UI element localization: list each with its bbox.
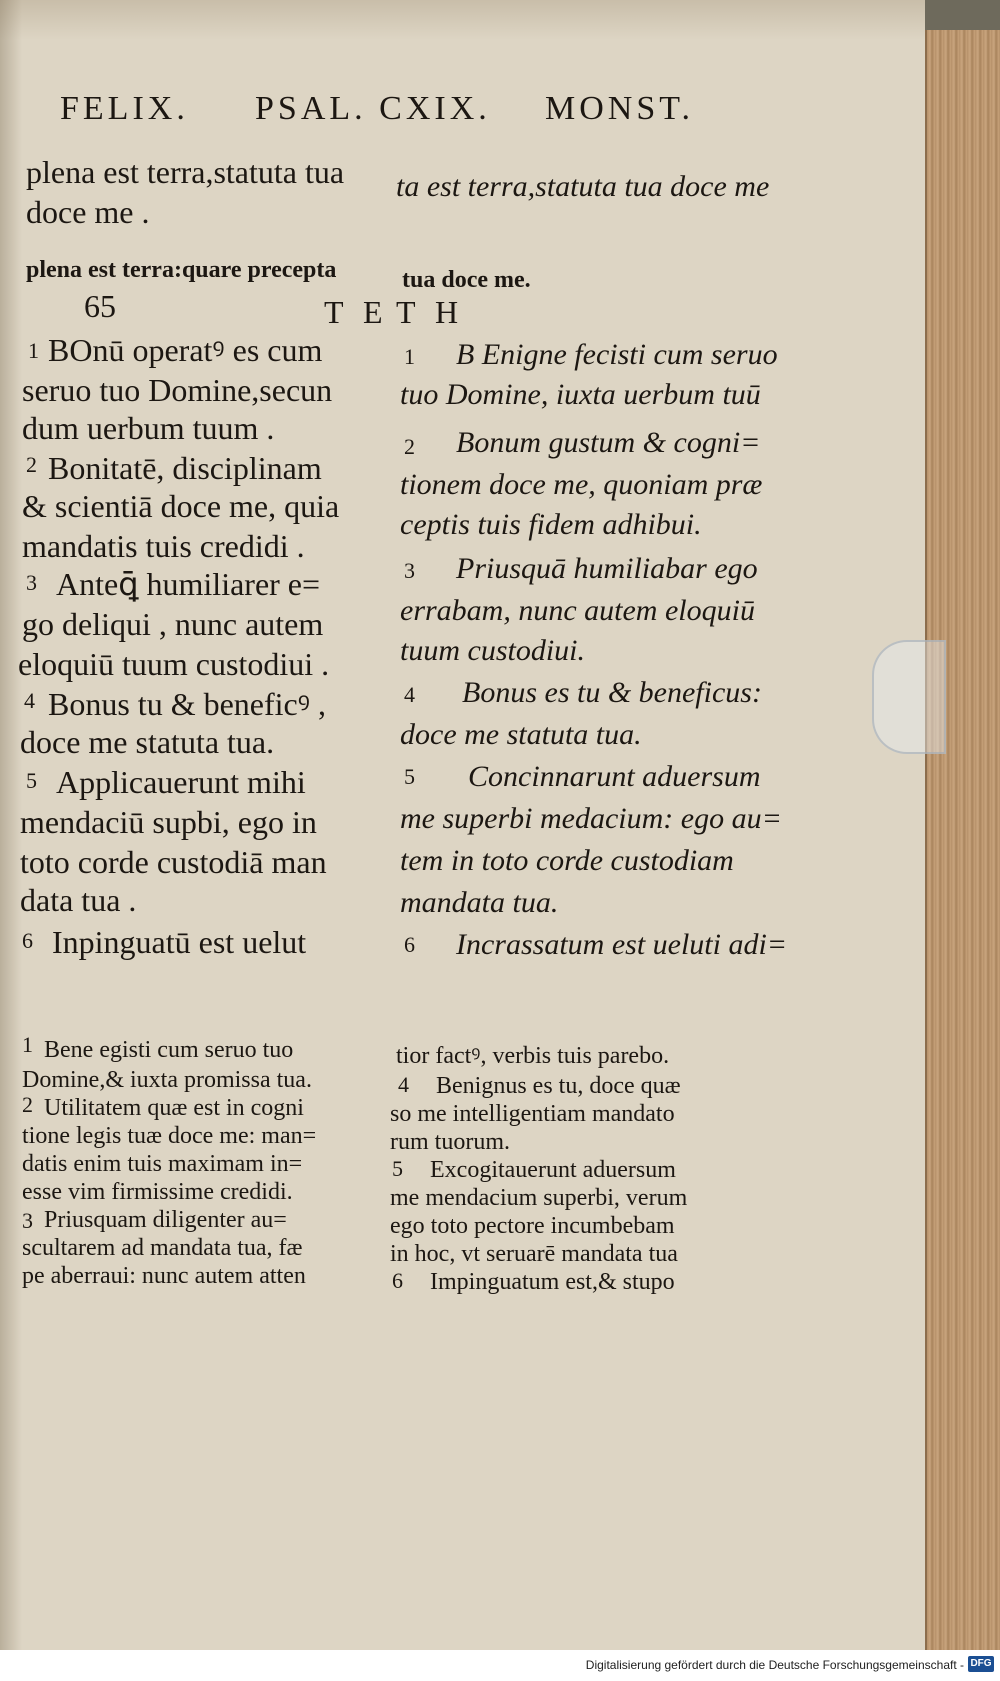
footnote-left-line: esse vim firmissime credidi.	[22, 1179, 293, 1205]
left-top-line: plena est terra,statuta tua	[26, 154, 345, 190]
right-text-line: ceptis tuis fidem adhibui.	[400, 508, 702, 541]
right-verse-number: 6	[404, 932, 415, 957]
right-text-line: tuum custodiui.	[400, 634, 585, 667]
book-fore-edge	[925, 30, 1000, 1650]
footnote-right-line: in hoc, vt seruarē mandata tua	[390, 1241, 678, 1267]
footnote-right-line: Impinguatum est,& stupo	[430, 1269, 675, 1295]
right-text-line: tuo Domine, iuxta uerbum tuū	[400, 378, 761, 411]
footnote-left-line: Domine,& iuxta promissa tua.	[22, 1067, 312, 1093]
footnote-number: 4	[398, 1072, 409, 1097]
right-gloss: tua doce me.	[402, 267, 531, 293]
header-right: MONST.	[545, 90, 694, 127]
footnote-left-line: tione legis tuæ doce me: man=	[22, 1123, 317, 1149]
footnote-number: 2	[22, 1092, 33, 1117]
left-text-line: toto corde custodiā man	[20, 844, 327, 880]
right-verse-number: 1	[404, 344, 415, 369]
footnote-left-line: pe aberraui: nunc autem atten	[22, 1263, 306, 1289]
right-text-line: Incrassatum est ueluti adi=	[456, 928, 788, 961]
footnote-left-line: Priusquam diligenter au=	[44, 1207, 287, 1233]
left-text-line: mendaciū supbi, ego in	[20, 804, 317, 840]
left-text-line: Applicauerunt mihi	[56, 764, 306, 800]
left-verse-number: 5	[26, 768, 37, 793]
footnote-left-line: datis enim tuis maximam in=	[22, 1151, 303, 1177]
left-verse-number: 3	[26, 570, 37, 595]
left-text-line: & scientiā doce me, quia	[22, 488, 340, 524]
right-text-line: mandata tua.	[400, 886, 559, 919]
footnote-number: 6	[392, 1268, 403, 1293]
section-name-left: T E	[324, 294, 389, 330]
right-text-line: Bonus es tu & beneficus:	[462, 676, 762, 709]
left-text-line: Bonitatē, disciplinam	[48, 450, 322, 486]
right-text-line: tionem doce me, quoniam præ	[400, 468, 763, 501]
footnote-number: 3	[22, 1208, 33, 1233]
left-text-line: seruo tuo Domine,secun	[22, 372, 333, 408]
footnote-right-line: ego toto pectore incumbebam	[390, 1213, 675, 1239]
footnote-right-line: Excogitauerunt aduersum	[430, 1157, 676, 1183]
right-verse-number: 5	[404, 764, 415, 789]
left-verse-number: 4	[24, 688, 35, 713]
left-gloss: plena est terra:quare precepta	[26, 257, 337, 283]
header-left: FELIX.	[60, 90, 189, 127]
section-number: 65	[84, 288, 116, 324]
right-top-line: ta est terra,statuta tua doce me	[396, 170, 770, 203]
right-text-line: Bonum gustum & cogni=	[456, 426, 761, 459]
right-text-line: doce me statuta tua.	[400, 718, 642, 751]
footnote-right-line: Benignus es tu, doce quæ	[436, 1073, 681, 1099]
footnote-left-line: Utilitatem quæ est in cogni	[44, 1095, 304, 1121]
left-verse-number: 6	[22, 928, 33, 953]
right-text-line: Priusquā humiliabar ego	[456, 552, 758, 585]
left-text-line: BOnū operatꝰ es cum	[48, 332, 323, 368]
right-verse-number: 4	[404, 682, 415, 707]
footnote-right-line: tior factꝰ, verbis tuis parebo.	[396, 1043, 670, 1069]
left-verse-number: 2	[26, 452, 37, 477]
right-text-line: Concinnarunt aduersum	[468, 760, 761, 793]
footnote-number: 1	[22, 1032, 33, 1057]
credit-text: Digitalisierung gefördert durch die Deutsche Forschungsgemeinschaft -	[585, 1658, 964, 1672]
left-text-line: Inpinguatū est uelut	[52, 924, 307, 960]
left-text-line: data tua .	[20, 882, 137, 918]
footnote-right-line: me mendacium superbi, verum	[390, 1185, 688, 1211]
dfg-logo: DFG	[968, 1656, 994, 1672]
left-text-line: dum uerbum tuum .	[22, 410, 275, 446]
left-text-line: go deliqui , nunc autem	[22, 606, 324, 642]
right-text-line: errabam, nunc autem eloquiū	[400, 594, 755, 627]
right-verse-number: 2	[404, 434, 415, 459]
left-text-line: doce me statuta tua.	[20, 724, 275, 760]
footnote-left-line: scultarem ad mandata tua, fæ	[22, 1235, 303, 1261]
section-name-right: T H	[396, 294, 465, 330]
right-text-line: tem in toto corde custodiam	[400, 844, 734, 877]
left-text-line: eloquiū tuum custodiui .	[18, 646, 330, 682]
left-text-line: mandatis tuis credidi .	[22, 528, 305, 564]
footnote-right-line: rum tuorum.	[390, 1129, 510, 1155]
footnote-number: 5	[392, 1156, 403, 1181]
footnote-left-line: Bene egisti cum seruo tuo	[44, 1037, 294, 1063]
left-top-line: doce me .	[26, 194, 150, 230]
page-clip	[872, 640, 946, 754]
left-text-line: Bonus tu & beneficꝰ ,	[48, 686, 326, 722]
header-center: PSAL. CXIX.	[255, 90, 491, 127]
right-text-line: me superbi medacium: ego au=	[400, 802, 782, 835]
left-verse-number: 1	[28, 338, 39, 363]
right-text-line: B Enigne fecisti cum seruo	[456, 338, 778, 371]
footnote-right-line: so me intelligentiam mandato	[390, 1101, 675, 1127]
right-verse-number: 3	[404, 558, 415, 583]
left-text-line: Anteꝗ̄ humiliarer e=	[56, 566, 321, 602]
